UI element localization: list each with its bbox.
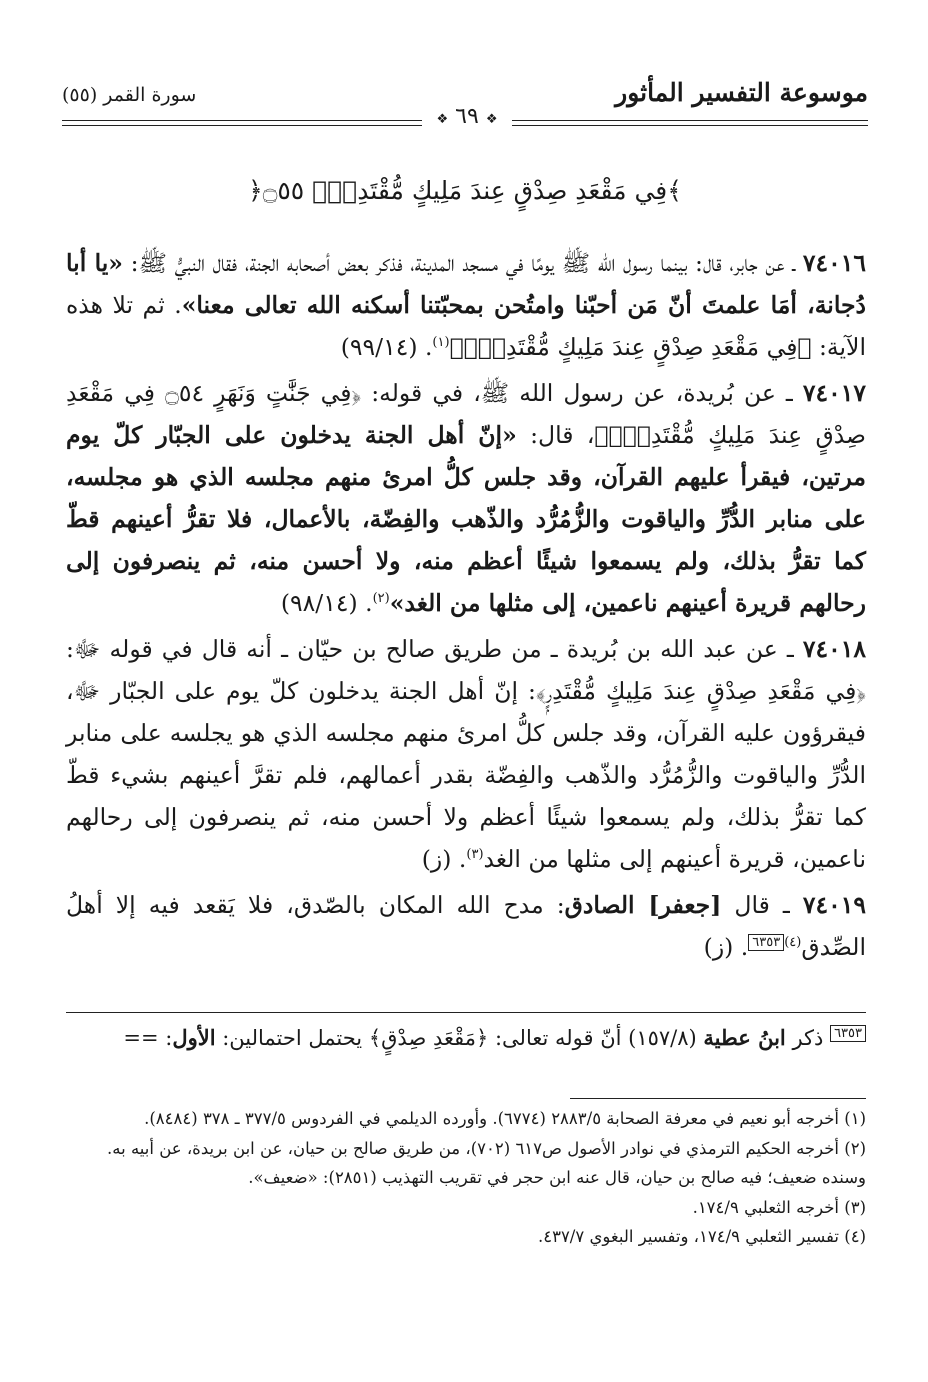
verse-heading: ﴿فِي مَقْعَدِ صِدْقٍ عِندَ مَلِيكٍ مُّقْتَدِرٍۭ ۝٥٥﴾ (248, 176, 682, 205)
quran-quote: ﴿فِي جَنَّٰتٍ وَنَهَرٍ ۝٥٤ فِي مَقْعَدِ صِدْقٍ عِندَ مَلِيكٍ مُّقْتَدِرٍۭ﴾ (66, 379, 866, 449)
text: (١٥٧/٨) أنّ قوله تعالى: (488, 1026, 704, 1050)
hadith-number: ٧٤٠١٦ (802, 249, 866, 277)
note-text (66, 1021, 866, 1055)
volume-reference: . (ز) (703, 933, 749, 961)
note-marker-box: ٦٣٥٣ (748, 934, 784, 951)
text: ـ عن بُريدة، عن رسول الله ﷺ، في قوله: (361, 379, 803, 407)
volume-reference: . (ز) (421, 845, 467, 873)
main-text (66, 242, 866, 972)
text: ذكر (785, 1026, 831, 1050)
bold-text: «يا أبا دُجانة، أمَا علمتَ أنّ مَن أحبّنا وامتُحن بمحبّتنا أسكنه الله تعالى معنا» (66, 249, 866, 319)
text: ، قال: (516, 421, 595, 449)
footnote-marker: (٤) (784, 935, 802, 951)
text: : إنّ أهل الجنة يدخلون كلّ يوم على الجبّار ﷻ، فيقرؤون عليه القرآن، وقد جلس كلُّ امرئ منهم مجلسه الذي هو يجلسه على منابر الدُّرِّ والياقوت والزُّمُرُّد والذّهب والفِضّة بقدر أعمالهم، فلم تقرَّ أعينهم بشيء قطّ كما تقرُّ بذلك، ولم يسمعوا شيئًا أعظم ولا أحسن منه، ثم ينصرفون إلى رحالهم ناعمين، قريرة أعينهم إلى مثلها من الغد (66, 677, 866, 873)
hadith-74017 (66, 372, 866, 624)
ornament-icon: ❖ (485, 112, 498, 127)
text: ـ عن جابر، قال: بينما رسول الله ﷺ يومًا في مسجد المدينة، فذكر بعض أصحابه الجنة، فقال النبيُّ ﷺ: (123, 249, 803, 277)
text: يحتمل احتمالين: (215, 1026, 369, 1050)
footnote-3: (٣) أخرجه الثعلبي ١٧٤/٩. (692, 1197, 866, 1217)
note-divider (66, 1012, 866, 1013)
text: : == (123, 1026, 173, 1050)
bold-text: «إنّ أهل الجنة يدخلون على الجبّار كلّ يوم مرتين، فيقرأ عليهم القرآن، وقد جلس كلُّ امرئ منهم مجلسه الذي هو مجلسه، على منابر الدُّرِّ والياقوت والزُّمُرُّد والذّهب والفِضّة، بالأعمال، فلا تقرُّ أعينهم قطّ كما تقرُّ بذلك، ولم يسمعوا شيئًا أعظم منه، ولا أحسن منه، ثم ينصرفون إلى رحالهم قريرة أعينهم ناعمين، إلى مثلها من الغد» (66, 421, 866, 617)
bold-text: ابنُ عطية (703, 1025, 786, 1050)
footnotes (66, 1104, 866, 1252)
hadith-74018 (66, 628, 866, 880)
note-marker-box: ٦٣٥٣ (830, 1025, 866, 1042)
footnote-1: (١) أخرجه أبو نعيم في معرفة الصحابة ٢٨٨٣/٥ (٦٧٧٤). وأورده الديلمي في الفردوس ٣٧٧/٥ ـ ٣٧٨ (٨٤٨٤). (144, 1109, 866, 1128)
book-title: موسوعة التفسير المأثور (615, 78, 868, 107)
bold-text: الأول (172, 1025, 216, 1050)
footnote-divider (570, 1098, 866, 1099)
commentary-note (66, 1012, 866, 1055)
footnote-marker: (١) (432, 335, 450, 351)
text: . ثم تلا هذه الآية: (66, 291, 866, 361)
hadith-number: ٧٤٠١٩ (802, 891, 866, 919)
footnote-2-grading: وسنده ضعيف؛ فيه صالح بن حيان، قال عنه ابن حجر في تقريب التهذيب (٢٨٥١): «ضعيف». (248, 1168, 866, 1187)
text: ـ عن عبد الله بن بُريدة ـ من طريق صالح بن حيّان ـ أنه قال في قوله ﷻ: (66, 635, 803, 663)
footnote-marker: (٢) (372, 591, 390, 607)
volume-reference: . (٩٩/١٤) (340, 333, 433, 361)
ornament-icon: ❖ (436, 112, 449, 127)
page-header (62, 70, 868, 130)
hadith-74016 (66, 242, 866, 368)
quran-quote: ﴿فِي مَقْعَدِ صِدْقٍ عِندَ مَلِيكٍ مُّقْتَدِرٍۭ﴾ (535, 677, 866, 705)
footnote-4: (٤) تفسير الثعلبي ١٧٤/٩، وتفسير البغوي ٤٣٧/٧. (537, 1227, 866, 1246)
hadith-74019 (66, 884, 866, 968)
footnote-2: (٢) أخرجه الحكيم الترمذي في نوادر الأصول ص٦١٧ (٧٠٢)، من طريق صالح بن حيان، عن ابن بريدة، عن أبيه به. (107, 1138, 866, 1158)
footnote-marker: (٣) (466, 847, 484, 863)
page-number-group (422, 104, 512, 129)
text: ـ قال (721, 891, 803, 919)
bold-text: [جعفر] الصادق (564, 891, 722, 919)
hadith-number: ٧٤٠١٧ (802, 379, 866, 407)
quran-quote: ﴿مَقْعَدِ صِدْقٍ﴾ (368, 1026, 489, 1050)
quran-quote: ﴿فِي مَقْعَدِ صِدْقٍ عِندَ مَلِيكٍ مُّقْتَدِرٍۭ﴾ (449, 333, 812, 361)
page-number: ٦٩ (455, 104, 479, 129)
text: : مدح الله المكان بالصّدق، فلا يَقعد فيه إلا أهلُ الصِّدق (66, 891, 866, 961)
hadith-number: ٧٤٠١٨ (802, 635, 866, 663)
volume-reference: . (٩٨/١٤) (280, 589, 373, 617)
surah-title: سورة القمر (٥٥) (62, 84, 197, 106)
